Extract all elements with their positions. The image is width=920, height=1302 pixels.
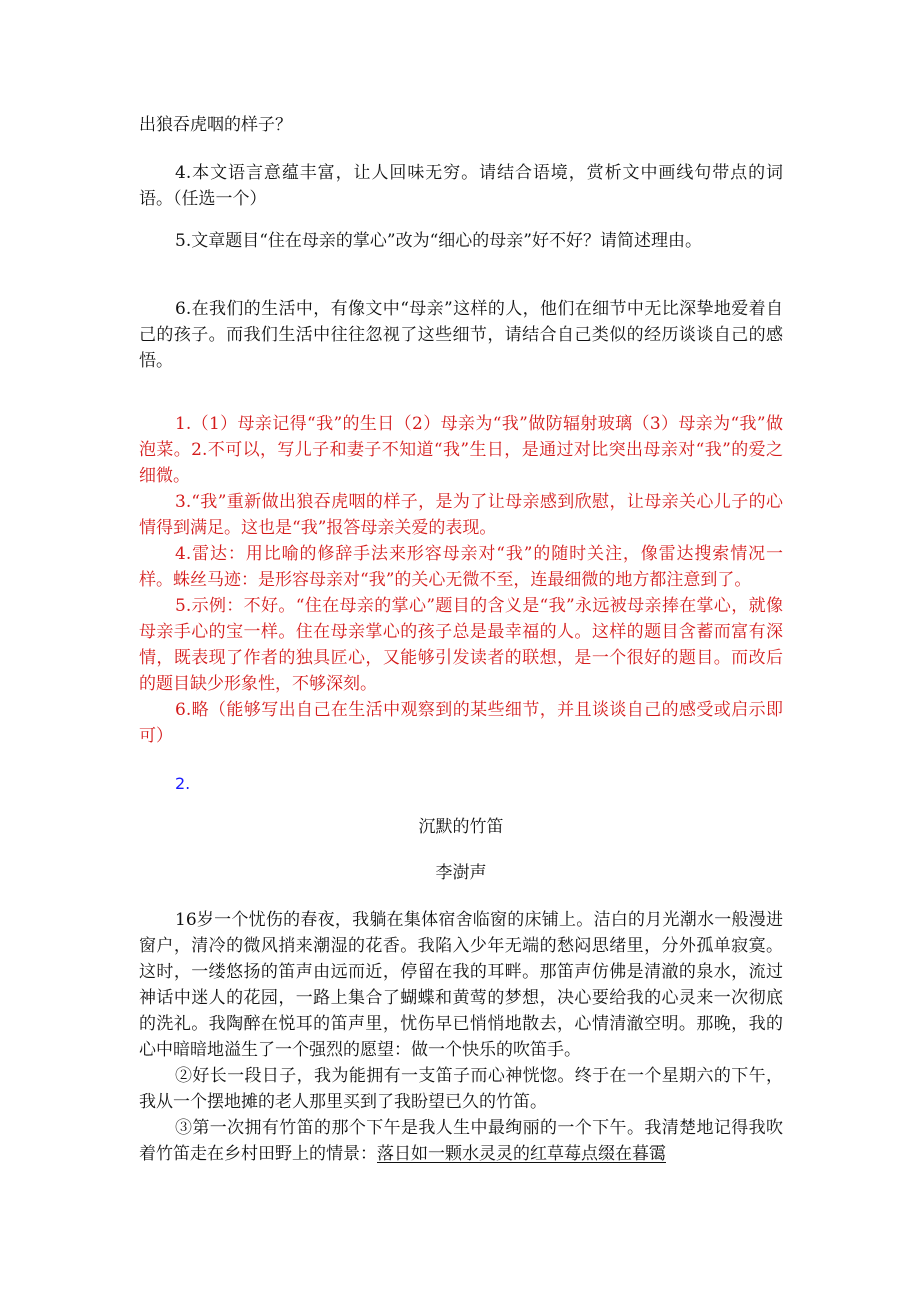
answer-5: 5.示例：不好。“住在母亲的掌心”题目的含义是“我”永远被母亲捧在掌心，就像母亲手心的宝一样。住在母亲掌心的孩子总是最幸福的人。这样的题目含蓄而富有深情，既表现了作者的独具匠心，又能够引发读者的联想，是一个很好的题目。而改后的题目缺少形象性，不够深刻。 [139,596,783,694]
underlined-sentence: 落日如一颗水灵灵的红草莓点缀在暮霭 [377,1144,666,1164]
answer-3: 3.“我”重新做出狼吞虎咽的样子，是为了让母亲感到欣慰，让母亲关心儿子的心情得到满足。这也是“我”报答母亲关爱的表现。 [139,492,783,538]
article-paragraph-2: ②好长一段日子，我为能拥有一支笛子而心神恍惚。终于在一个星期六的下午，我从一个摆地摊的老人那里买到了我盼望已久的竹笛。 [139,1066,783,1112]
question-5: 5.文章题目“住在母亲的掌心”改为“细心的母亲”好不好？请简述理由。 [175,231,702,251]
answer-1-2: 1.（1）母亲记得“我”的生日（2）母亲为“我”做防辐射玻璃（3）母亲为“我”做泡菜。2.不可以，写儿子和妻子不知道“我”生日，是通过对比突出母亲对“我”的爱之细微。 [139,414,783,486]
question-4: 4.本文语言意蕴丰富，让人回味无穷。请结合语境，赏析文中画线句带点的词语。（任选一个） [139,163,783,209]
article-body [139,907,783,1167]
answer-4: 4.雷达：用比喻的修辞手法来形容母亲对“我”的随时关注，像雷达搜索情况一样。蛛丝马迹：是形容母亲对“我”的关心无微不至，连最细微的地方都注意到了。 [139,544,783,590]
question-6: 6.在我们的生活中，有像文中“母亲”这样的人，他们在细节中无比深挚地爱着自己的孩子。而我们生活中往往忽视了这些细节，请结合自己类似的经历谈谈自己的感悟。 [139,299,783,371]
section-number: 2. [175,774,191,793]
paragraph-3-text: ③第一次拥有竹笛的那个下午是我人生中最绚丽的一个下午。我清楚地记得我吹着竹笛走在乡村田野上的情景： [139,1118,783,1164]
answer-block [139,411,783,749]
article-title: 沉默的竹笛 [418,817,504,837]
answer-6: 6.略（能够写出自己在生活中观察到的某些细节，并且谈谈自己的感受或启示即可） [139,700,783,746]
question-3-tail: 出狼吞虎咽的样子？ [139,115,292,135]
article-paragraph-1: 16岁一个忧伤的春夜，我躺在集体宿舍临窗的床铺上。洁白的月光潮水一般漫进窗户，清冷的微风捎来潮湿的花香。我陷入少年无端的愁闷思绪里，分外孤单寂寞。这时，一缕悠扬的笛声由远而近，停留在我的耳畔。那笛声仿佛是清澈的泉水，流过神话中迷人的花园，一路上集合了蝴蝶和黄莺的梦想，决心要给我的心灵来一次彻底的洗礼。我陶醉在悦耳的笛声里，忧伤早已悄悄地散去，心情清澈空明。那晚，我的心中暗暗地溢生了一个强烈的愿望：做一个快乐的吹笛手。 [139,910,783,1060]
article-paragraph-3 [139,1115,783,1167]
article-author: 李澍声 [435,863,487,883]
